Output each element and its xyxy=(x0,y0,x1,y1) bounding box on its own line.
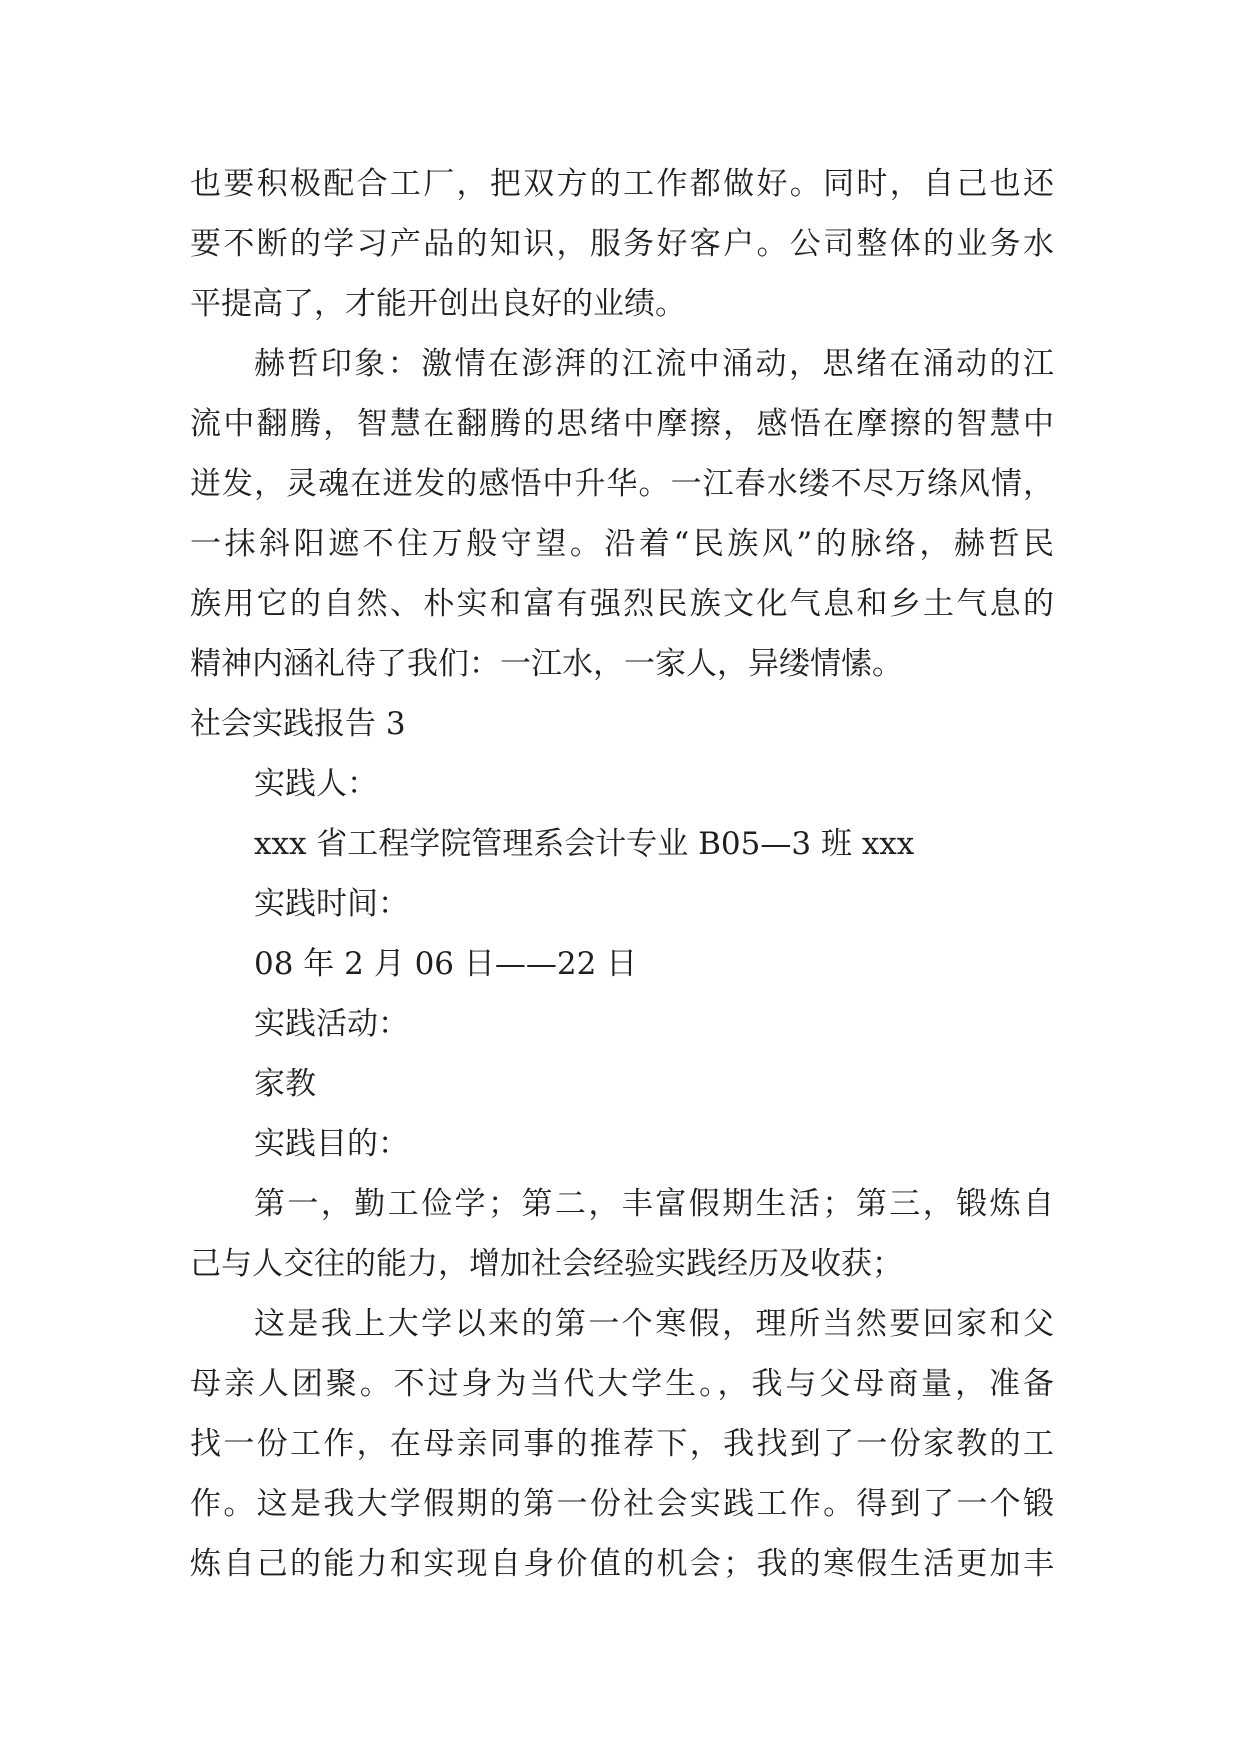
text-line: 要不断的学习产品的知识，服务好客户。公司整体的业务水 xyxy=(190,226,1054,262)
text-line: 实践时间： xyxy=(254,886,409,922)
text-line: 实践目的： xyxy=(254,1126,409,1162)
text-line: 母亲人团聚。不过身为当代大学生。，我与父母商量，准备 xyxy=(190,1366,1054,1402)
text-line: 第一，勤工俭学；第二，丰富假期生活；第三，锻炼自 xyxy=(254,1186,1054,1222)
text-line: 精神内涵礼待了我们：一江水，一家人，异缕情愫。 xyxy=(190,646,903,682)
text-line: 这是我上大学以来的第一个寒假，理所当然要回家和父 xyxy=(254,1306,1054,1342)
text-line: xxx 省工程学院管理系会计专业 B05—3 班 xxx xyxy=(254,826,915,862)
text-line: 己与人交往的能力，增加社会经验实践经历及收获； xyxy=(190,1246,903,1282)
text-line: 实践活动： xyxy=(254,1006,409,1042)
text-line: 赫哲印象：激情在澎湃的江流中涌动，思绪在涌动的江 xyxy=(254,346,1054,382)
text-line: 流中翻腾，智慧在翻腾的思绪中摩擦，感悟在摩擦的智慧中 xyxy=(190,406,1054,442)
section-heading: 社会实践报告 3 xyxy=(190,706,406,742)
text-line: 一抹斜阳遮不住万般守望。沿着“民族风”的脉络，赫哲民 xyxy=(190,526,1054,562)
text-line: 家教 xyxy=(254,1066,316,1102)
text-line: 平提高了，才能开创出良好的业绩。 xyxy=(190,286,686,322)
text-line: 迸发，灵魂在迸发的感悟中升华。一江春水缕不尽万绦风情， xyxy=(190,466,1054,502)
text-line: 找一份工作，在母亲同事的推荐下，我找到了一份家教的工 xyxy=(190,1426,1054,1462)
text-line: 08 年 2 月 06 日——22 日 xyxy=(254,946,638,982)
text-line: 族用它的自然、朴实和富有强烈民族文化气息和乡土气息的 xyxy=(190,586,1054,622)
text-line: 也要积极配合工厂，把双方的工作都做好。同时，自己也还 xyxy=(190,166,1054,202)
text-line: 炼自己的能力和实现自身价值的机会；我的寒假生活更加丰 xyxy=(190,1546,1054,1582)
text-line: 作。这是我大学假期的第一份社会实践工作。得到了一个锻 xyxy=(190,1486,1054,1522)
text-line: 实践人： xyxy=(254,766,378,802)
